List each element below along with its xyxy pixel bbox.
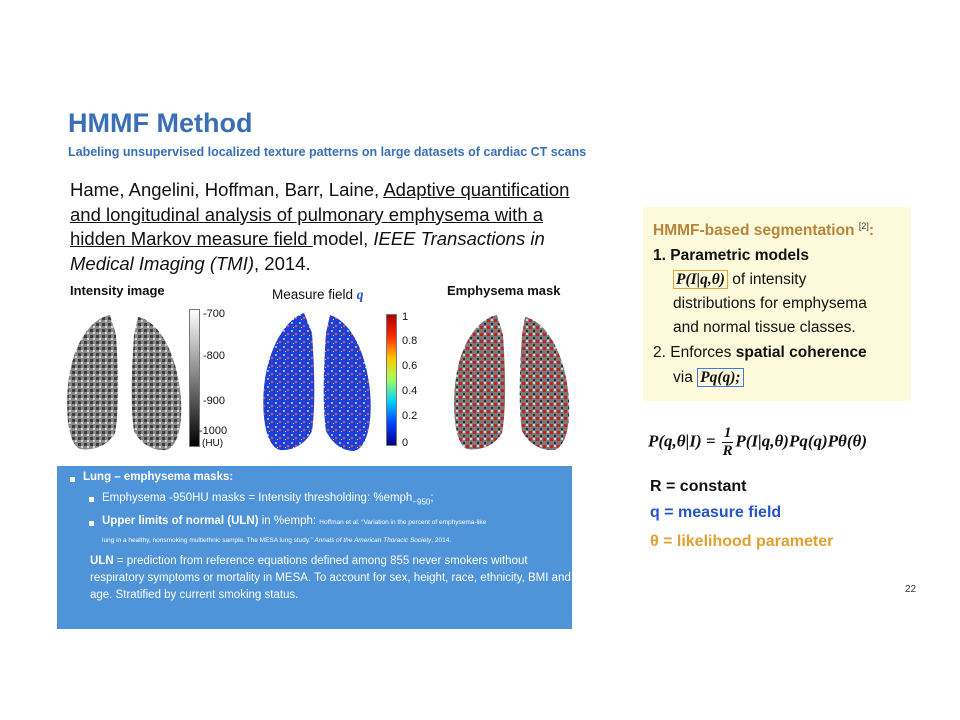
- def-q: q = measure field: [650, 504, 782, 521]
- hmmf-info-box: [643, 207, 911, 401]
- citation-title-1: Adaptive quantification: [383, 179, 570, 200]
- lung-masks-box: [57, 466, 572, 629]
- gray-unit: (HU): [202, 438, 224, 449]
- color-tick: 0: [402, 437, 409, 449]
- citation-journal-1: IEEE Transactions in: [373, 228, 545, 249]
- bullet-uln: Upper limits of normal (ULN) in %emph: Hoffman et al. “Variation in the percent of emphysema-like: [102, 515, 487, 527]
- bullet-square: [89, 497, 94, 502]
- citation-title-2: and longitudinal analysis of pulmonary emphysema with a: [70, 203, 544, 225]
- color-tick: 1: [402, 311, 409, 323]
- measure-field-image: [258, 305, 376, 455]
- page-number: 22: [905, 584, 917, 595]
- bullet-square: [70, 477, 75, 482]
- citation-authors: Hame, Angelini, Hoffman, Barr, Laine,: [70, 179, 384, 200]
- info-item-1-line4: and normal tissue classes.: [673, 319, 856, 336]
- info-heading-ref: [2]: [858, 221, 869, 231]
- def-theta: θ = likelihood parameter: [650, 533, 834, 550]
- color-tick: 0.8: [402, 335, 418, 347]
- fraction-numerator: 1: [723, 425, 732, 441]
- fraction-denominator: R: [722, 443, 733, 459]
- gray-tick: -800: [203, 350, 226, 362]
- citation-year: , 2014.: [254, 252, 311, 274]
- gray-tick: -1000: [199, 425, 228, 437]
- posterior-equation: P(q,θ|I) = $\frac{1}{R}$ P(I|q,θ)Pq(q)Pθ(θ): [648, 425, 868, 459]
- info-item-1-line2: P(I|q,θ) of intensity: [673, 271, 806, 289]
- emphysema-mask-label: Emphysema mask: [447, 283, 561, 298]
- math-pq-q: Pq(q);: [697, 368, 743, 387]
- gray-tick: -900: [203, 395, 226, 407]
- citation: [70, 178, 630, 276]
- slide-subtitle: Labeling unsupervised localized texture patterns on large datasets of cardiac CT scans: [68, 145, 587, 159]
- intensity-image-label: Intensity image: [70, 283, 165, 298]
- info-item-1: 1. Parametric models: [653, 247, 809, 264]
- def-r: R = constant: [650, 478, 747, 495]
- citation-title-3: hidden Markov measure field: [70, 228, 313, 249]
- info-item-1-line3: distributions for emphysema: [673, 295, 867, 312]
- gray-tick: -700: [203, 308, 226, 320]
- jet-colorbar: [386, 314, 397, 446]
- info-heading: HMMF-based segmentation [2]:: [653, 221, 875, 240]
- bullet-uln-ref: lung in a healthy, nonsmoking multiethnic sample. The MESA lung study.” Annals of the American Thoracic Society, 2014.: [102, 537, 452, 544]
- uln-definition-3: age. Stratified by current smoking status.: [90, 589, 299, 601]
- color-tick: 0.2: [402, 410, 418, 422]
- info-item-2-line2: via Pq(q);: [673, 369, 744, 387]
- measure-field-var: q: [356, 287, 364, 302]
- measure-field-label: Measure field q: [272, 287, 364, 302]
- emphysema-mask-image: [445, 305, 580, 455]
- color-tick: 0.6: [402, 360, 418, 372]
- color-tick: 0.4: [402, 385, 418, 397]
- uln-definition-2: respiratory symptoms or mortality in MESA. To account for sex, height, race, ethnicity, BMI and: [90, 572, 571, 584]
- slide-title: HMMF Method: [68, 108, 253, 138]
- bullet-square: [89, 521, 94, 526]
- bullet-950hu: Emphysema -950HU masks = Intensity thresholding: %emph$_{-950}$;: [102, 492, 434, 507]
- citation-journal-2: Medical Imaging (TMI): [70, 252, 255, 274]
- uln-definition-1: ULN = prediction from reference equations defined among 855 never smokers without: [90, 555, 528, 567]
- math-p-i-q-theta: P(I|q,θ): [673, 270, 728, 289]
- intensity-lung-image: [60, 305, 190, 455]
- info-item-2: 2. Enforces spatial coherence: [653, 344, 867, 361]
- bullet-lung-masks: Lung – emphysema masks:: [83, 471, 234, 483]
- citation-model: model,: [312, 228, 374, 249]
